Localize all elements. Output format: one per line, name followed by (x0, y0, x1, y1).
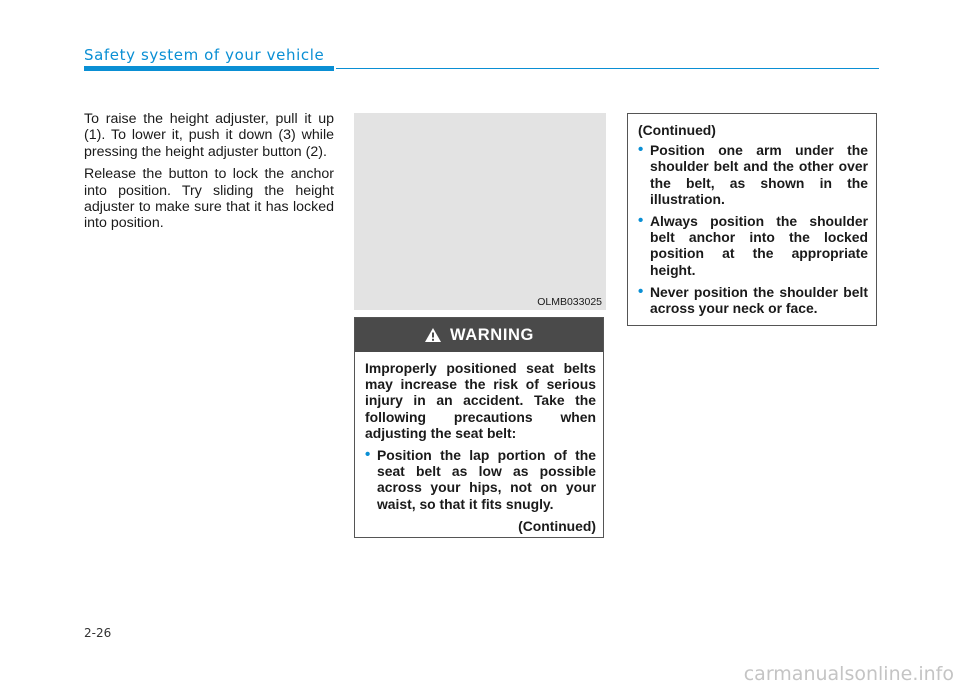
continued-bullet-text: Always position the shoulder belt anchor into the locked position at the appropriate height. (650, 213, 868, 278)
section-title: Safety system of your vehicle (84, 46, 325, 64)
warning-title: WARNING (450, 325, 534, 344)
warning-body (355, 352, 603, 534)
figure-image (354, 113, 606, 310)
warning-triangle-icon (424, 327, 442, 343)
watermark: carmanualsonline.info (743, 663, 954, 685)
bullet-icon: • (638, 212, 644, 230)
warning-box (354, 317, 604, 538)
body-paragraph: To raise the height adjuster, pull it up (1). To lower it, push it down (3) while pressing the height adjuster button (2). (84, 111, 334, 160)
bullet-icon: • (638, 141, 644, 159)
continued-bullet-item (638, 213, 868, 278)
body-text (84, 111, 334, 238)
continued-box (627, 113, 877, 326)
body-paragraph: Release the button to lock the anchor into position. Try sliding the height adjuster to make sure that it has locked into position. (84, 166, 334, 232)
continued-heading: (Continued) (638, 122, 716, 138)
continued-bullet-text: Position one arm under the shoulder belt and the other over the belt, as shown in the illustration. (650, 142, 868, 207)
header-rule-thick (84, 66, 334, 71)
figure-code: OLMB033025 (537, 296, 602, 308)
warning-intro: Improperly positioned seat belts may increase the risk of serious injury in an accident. Take the following precautions when adjusting the seat belt: (365, 360, 596, 441)
bullet-icon: • (638, 282, 644, 300)
warning-header (355, 318, 603, 352)
header-rule-thin (336, 68, 879, 69)
continued-bullet-item (638, 142, 868, 207)
page-number: 2-26 (84, 626, 112, 640)
bullet-icon: • (365, 446, 371, 464)
continued-bullet-item (638, 284, 868, 316)
warning-bullet-item (365, 447, 596, 512)
warning-continued: (Continued) (518, 517, 596, 534)
continued-bullet-text: Never position the shoulder belt across your neck or face. (650, 283, 868, 317)
warning-bullet-text: Position the lap portion of the seat belt as low as possible across your hips, not on your waist, so that it fits snugly. (377, 447, 596, 512)
